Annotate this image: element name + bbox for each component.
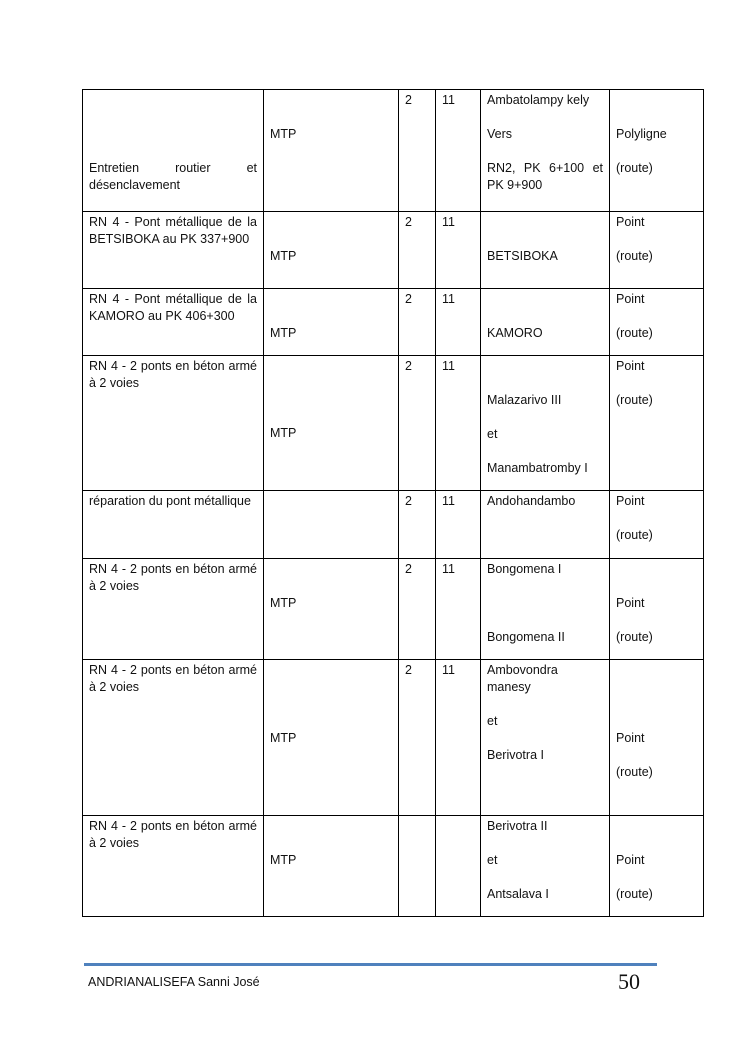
description-text: réparation du pont métallique <box>89 494 251 508</box>
location-line: Andohandambo <box>487 494 576 508</box>
description-cell <box>83 559 264 660</box>
location-line: Ambovondra manesy <box>487 663 558 694</box>
col3-cell <box>399 816 436 917</box>
description-text: RN 4 - 2 ponts en béton armé à 2 voies <box>89 819 257 850</box>
table-row <box>83 491 704 559</box>
col3-text: 2 <box>405 215 412 229</box>
location-line: Ambatolampy kely <box>487 93 590 107</box>
geometry-kind: (route) <box>616 393 653 407</box>
agency-text: MTP <box>270 596 297 610</box>
geometry-cell <box>610 559 704 660</box>
geometry-cell <box>610 660 704 816</box>
col3-text: 2 <box>405 494 412 508</box>
geometry-cell <box>610 356 704 491</box>
geometry-type: Point <box>616 215 645 229</box>
projects-table <box>82 89 704 917</box>
geometry-type: Point <box>616 359 645 373</box>
agency-cell <box>264 289 399 356</box>
col4-cell <box>436 816 481 917</box>
col3-cell <box>399 559 436 660</box>
col3-cell <box>399 212 436 289</box>
geometry-type: Point <box>616 596 645 610</box>
location-line: Bongomena II <box>487 630 565 644</box>
geometry-kind: (route) <box>616 161 653 175</box>
location-line: Manambatromby I <box>487 461 588 475</box>
agency-text: MTP <box>270 249 297 263</box>
table-row <box>83 212 704 289</box>
col3-text: 2 <box>405 93 412 107</box>
geometry-type: Point <box>616 731 645 745</box>
table-row <box>83 816 704 917</box>
table-row <box>83 90 704 212</box>
location-cell <box>481 289 610 356</box>
location-line: Berivotra II <box>487 819 548 833</box>
agency-cell <box>264 491 399 559</box>
agency-text: MTP <box>270 731 297 745</box>
location-line: Bongomena I <box>487 562 562 576</box>
col3-cell <box>399 660 436 816</box>
col4-text: 11 <box>442 93 455 107</box>
page-number: 50 <box>618 969 640 994</box>
location-cell <box>481 212 610 289</box>
col3-cell <box>399 90 436 212</box>
geometry-type: Point <box>616 853 645 867</box>
agency-cell <box>264 559 399 660</box>
col4-text: 11 <box>442 562 455 576</box>
col4-cell <box>436 212 481 289</box>
geometry-kind: (route) <box>616 630 653 644</box>
table-row <box>83 356 704 491</box>
geometry-cell <box>610 90 704 212</box>
description-cell <box>83 356 264 491</box>
col3-cell <box>399 289 436 356</box>
col4-cell <box>436 356 481 491</box>
table-row <box>83 289 704 356</box>
geometry-type: Point <box>616 494 645 508</box>
col3-text: 2 <box>405 663 412 677</box>
geometry-kind: (route) <box>616 249 653 263</box>
geometry-cell <box>610 212 704 289</box>
location-line: BETSIBOKA <box>487 249 558 263</box>
table-row <box>83 660 704 816</box>
col4-cell <box>436 559 481 660</box>
geometry-cell <box>610 816 704 917</box>
description-text: RN 4 - Pont métallique de la KAMORO au PK 406+300 <box>89 292 257 323</box>
description-text: RN 4 - 2 ponts en béton armé à 2 voies <box>89 663 257 694</box>
description-cell <box>83 491 264 559</box>
col3-cell <box>399 491 436 559</box>
col3-text: 2 <box>405 562 412 576</box>
location-cell <box>481 491 610 559</box>
description-text: RN 4 - 2 ponts en béton armé à 2 voies <box>89 359 257 390</box>
col4-cell <box>436 660 481 816</box>
agency-cell <box>264 90 399 212</box>
location-cell <box>481 90 610 212</box>
location-line: Berivotra I <box>487 748 544 762</box>
geometry-kind: (route) <box>616 326 653 340</box>
location-line: et <box>487 427 498 441</box>
footer-rule <box>84 963 657 966</box>
location-cell <box>481 660 610 816</box>
col3-text: 2 <box>405 292 412 306</box>
location-line: KAMORO <box>487 326 543 340</box>
footer-author: ANDRIANALISEFA Sanni José <box>88 975 260 989</box>
col3-cell <box>399 356 436 491</box>
col4-text: 11 <box>442 494 455 508</box>
table-row <box>83 559 704 660</box>
col4-text: 11 <box>442 359 455 373</box>
col4-cell <box>436 289 481 356</box>
location-line: et <box>487 714 498 728</box>
description-text: Entretien routier et désenclavement <box>89 161 257 192</box>
description-cell <box>83 212 264 289</box>
agency-cell <box>264 816 399 917</box>
agency-text: MTP <box>270 127 297 141</box>
geometry-kind: (route) <box>616 887 653 901</box>
geometry-cell <box>610 491 704 559</box>
col3-text: 2 <box>405 359 412 373</box>
location-cell <box>481 559 610 660</box>
agency-text: MTP <box>270 326 297 340</box>
col4-text: 11 <box>442 292 455 306</box>
location-line: et <box>487 853 498 867</box>
agency-text: MTP <box>270 853 297 867</box>
agency-text: MTP <box>270 426 297 440</box>
geometry-kind: (route) <box>616 765 653 779</box>
col4-cell <box>436 491 481 559</box>
location-line: Vers <box>487 127 513 141</box>
location-cell <box>481 816 610 917</box>
location-cell <box>481 356 610 491</box>
description-cell <box>83 90 264 212</box>
geometry-kind: (route) <box>616 528 653 542</box>
description-cell <box>83 660 264 816</box>
description-text: RN 4 - 2 ponts en béton armé à 2 voies <box>89 562 257 593</box>
agency-cell <box>264 356 399 491</box>
col4-text: 11 <box>442 663 455 677</box>
description-cell <box>83 289 264 356</box>
agency-cell <box>264 660 399 816</box>
location-line: Malazarivo III <box>487 393 562 407</box>
col4-text: 11 <box>442 215 455 229</box>
col4-cell <box>436 90 481 212</box>
description-cell <box>83 816 264 917</box>
geometry-type: Polyligne <box>616 127 667 141</box>
geometry-type: Point <box>616 292 645 306</box>
description-text: RN 4 - Pont métallique de la BETSIBOKA au PK 337+900 <box>89 215 257 246</box>
geometry-cell <box>610 289 704 356</box>
location-line: RN2, PK 6+100 et PK 9+900 <box>487 161 603 192</box>
agency-cell <box>264 212 399 289</box>
location-line: Antsalava I <box>487 887 549 901</box>
